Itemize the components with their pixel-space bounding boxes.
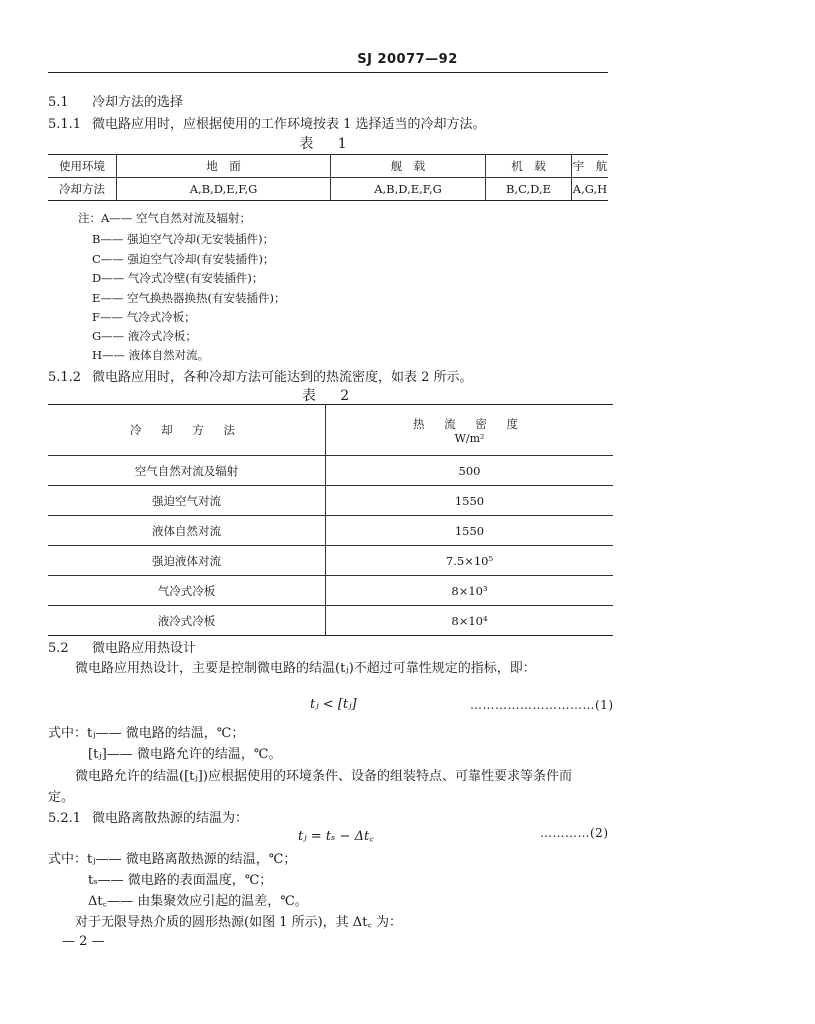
table2-row <box>48 456 613 486</box>
section-text: 微电路应用时，各种冷却方法可能达到的热流密度，如表 2 所示。 <box>92 370 473 385</box>
table1-cell: A,B,D,E,F,G <box>117 178 331 201</box>
section-5-2-1 <box>48 807 248 826</box>
equation-1-number: …………………………(1) <box>470 698 614 712</box>
table2-method-cell: 强迫液体对流 <box>48 546 326 576</box>
definition-line: 对于无限导热介质的圆形热源(如图 1 所示)，其 Δt꜀ 为： <box>75 915 403 930</box>
note-item: B—— 强迫空气冷却(无安装插件)； <box>92 232 275 246</box>
table2 <box>48 404 613 636</box>
section-number: 5.1 <box>48 95 69 110</box>
table2-row <box>48 606 613 636</box>
definition-line: [tⱼ]—— 微电路允许的结温，℃。 <box>88 747 282 762</box>
table1-header-cell: 机 载 <box>486 155 572 178</box>
table2-method-cell: 气冷式冷板 <box>48 576 326 606</box>
equation-1: tⱼ < [tⱼ] <box>310 697 357 712</box>
definition-line: Δt꜀—— 由集聚效应引起的温差，℃。 <box>88 894 308 909</box>
section-number: 5.1.1 <box>48 117 82 132</box>
section-5-1-1 <box>48 113 486 132</box>
table1 <box>48 154 608 201</box>
table1-header-cell: 宇 航 <box>572 155 609 178</box>
equation-2-number: …………(2) <box>540 826 609 840</box>
table1-cell: B,C,D,E <box>486 178 572 201</box>
table2-row <box>48 576 613 606</box>
note-item: C—— 强迫空气冷却(有安装插件)； <box>92 252 275 266</box>
note-item: F—— 气冷式冷板； <box>92 310 196 324</box>
section-5-1 <box>48 91 183 110</box>
header-rule <box>48 72 608 73</box>
table2-flux-cell: 1550 <box>326 516 614 546</box>
table2-flux-cell: 1550 <box>326 486 614 516</box>
table2-row <box>48 546 613 576</box>
note-item: 注：A—— 空气自然对流及辐射； <box>78 211 251 225</box>
definition-line: tₛ—— 微电路的表面温度，℃； <box>88 873 273 888</box>
table2-method-cell: 液冷式冷板 <box>48 606 326 636</box>
section-number: 5.1.2 <box>48 370 82 385</box>
table1-header-cell: 地 面 <box>117 155 331 178</box>
section-5-2-body: 微电路应用热设计，主要是控制微电路的结温(tⱼ)不超过可靠性规定的指标，即： <box>75 661 536 676</box>
definition-line: 定。 <box>48 790 75 805</box>
table2-flux-cell: 500 <box>326 456 614 486</box>
definition-line: 微电路允许的结温([tⱼ])应根据使用的环境条件、设备的组装特点、可靠性要求等条件而 <box>75 769 572 784</box>
page-number: — 2 — <box>62 934 105 949</box>
table1-header-cell: 使用环境 <box>48 155 117 178</box>
section-text: 微电路离散热源的结温为： <box>92 811 249 826</box>
table2-method-cell: 液体自然对流 <box>48 516 326 546</box>
section-title: 冷却方法的选择 <box>92 95 184 110</box>
section-title: 微电路应用热设计 <box>92 641 197 656</box>
note-item: D—— 气冷式冷壁(有安装插件)； <box>92 271 264 285</box>
table2-method-cell: 空气自然对流及辐射 <box>48 456 326 486</box>
section-number: 5.2 <box>48 641 69 656</box>
definition-line: 式中：tⱼ—— 微电路的结温，℃； <box>48 726 245 741</box>
section-5-1-2 <box>48 366 473 385</box>
table1-cell: 冷却方法 <box>48 178 117 201</box>
section-number: 5.2.1 <box>48 811 82 826</box>
section-text: 微电路应用时，应根据使用的工作环境按表 1 选择适当的冷却方法。 <box>92 117 486 132</box>
table2-header-unit: W/m² <box>454 431 485 445</box>
note-item: H—— 液体自然对流。 <box>92 348 210 362</box>
table1-caption: 表 1 <box>299 136 357 152</box>
table1-header-cell: 舰 载 <box>331 155 486 178</box>
table2-header-flux: 热 流 密 度 <box>413 416 526 431</box>
note-item: G—— 液冷式冷板； <box>92 329 197 343</box>
equation-2: tⱼ = tₛ − Δt꜀ <box>298 829 374 844</box>
section-5-2 <box>48 637 196 656</box>
table1-cell: A,B,D,E,F,G <box>331 178 486 201</box>
note-item: E—— 空气换热器换热(有安装插件)； <box>92 291 286 305</box>
table1-row <box>48 178 608 201</box>
table1-header-row <box>48 155 608 178</box>
table2-flux-cell: 8×10⁴ <box>326 606 614 636</box>
table2-header-method: 冷 却 方 法 <box>48 405 326 456</box>
table2-row <box>48 486 613 516</box>
table2-header-row <box>48 405 613 456</box>
table2-header-flux-cell <box>326 405 614 456</box>
document-code-header: SJ 20077—92 <box>357 52 458 67</box>
table1-cell: A,G,H <box>572 178 609 201</box>
table2-method-cell: 强迫空气对流 <box>48 486 326 516</box>
table2-flux-cell: 7.5×10⁵ <box>326 546 614 576</box>
table2-flux-cell: 8×10³ <box>326 576 614 606</box>
definition-line: 式中：tⱼ—— 微电路离散热源的结温，℃； <box>48 852 297 867</box>
table2-row <box>48 516 613 546</box>
table2-caption: 表 2 <box>301 388 360 404</box>
